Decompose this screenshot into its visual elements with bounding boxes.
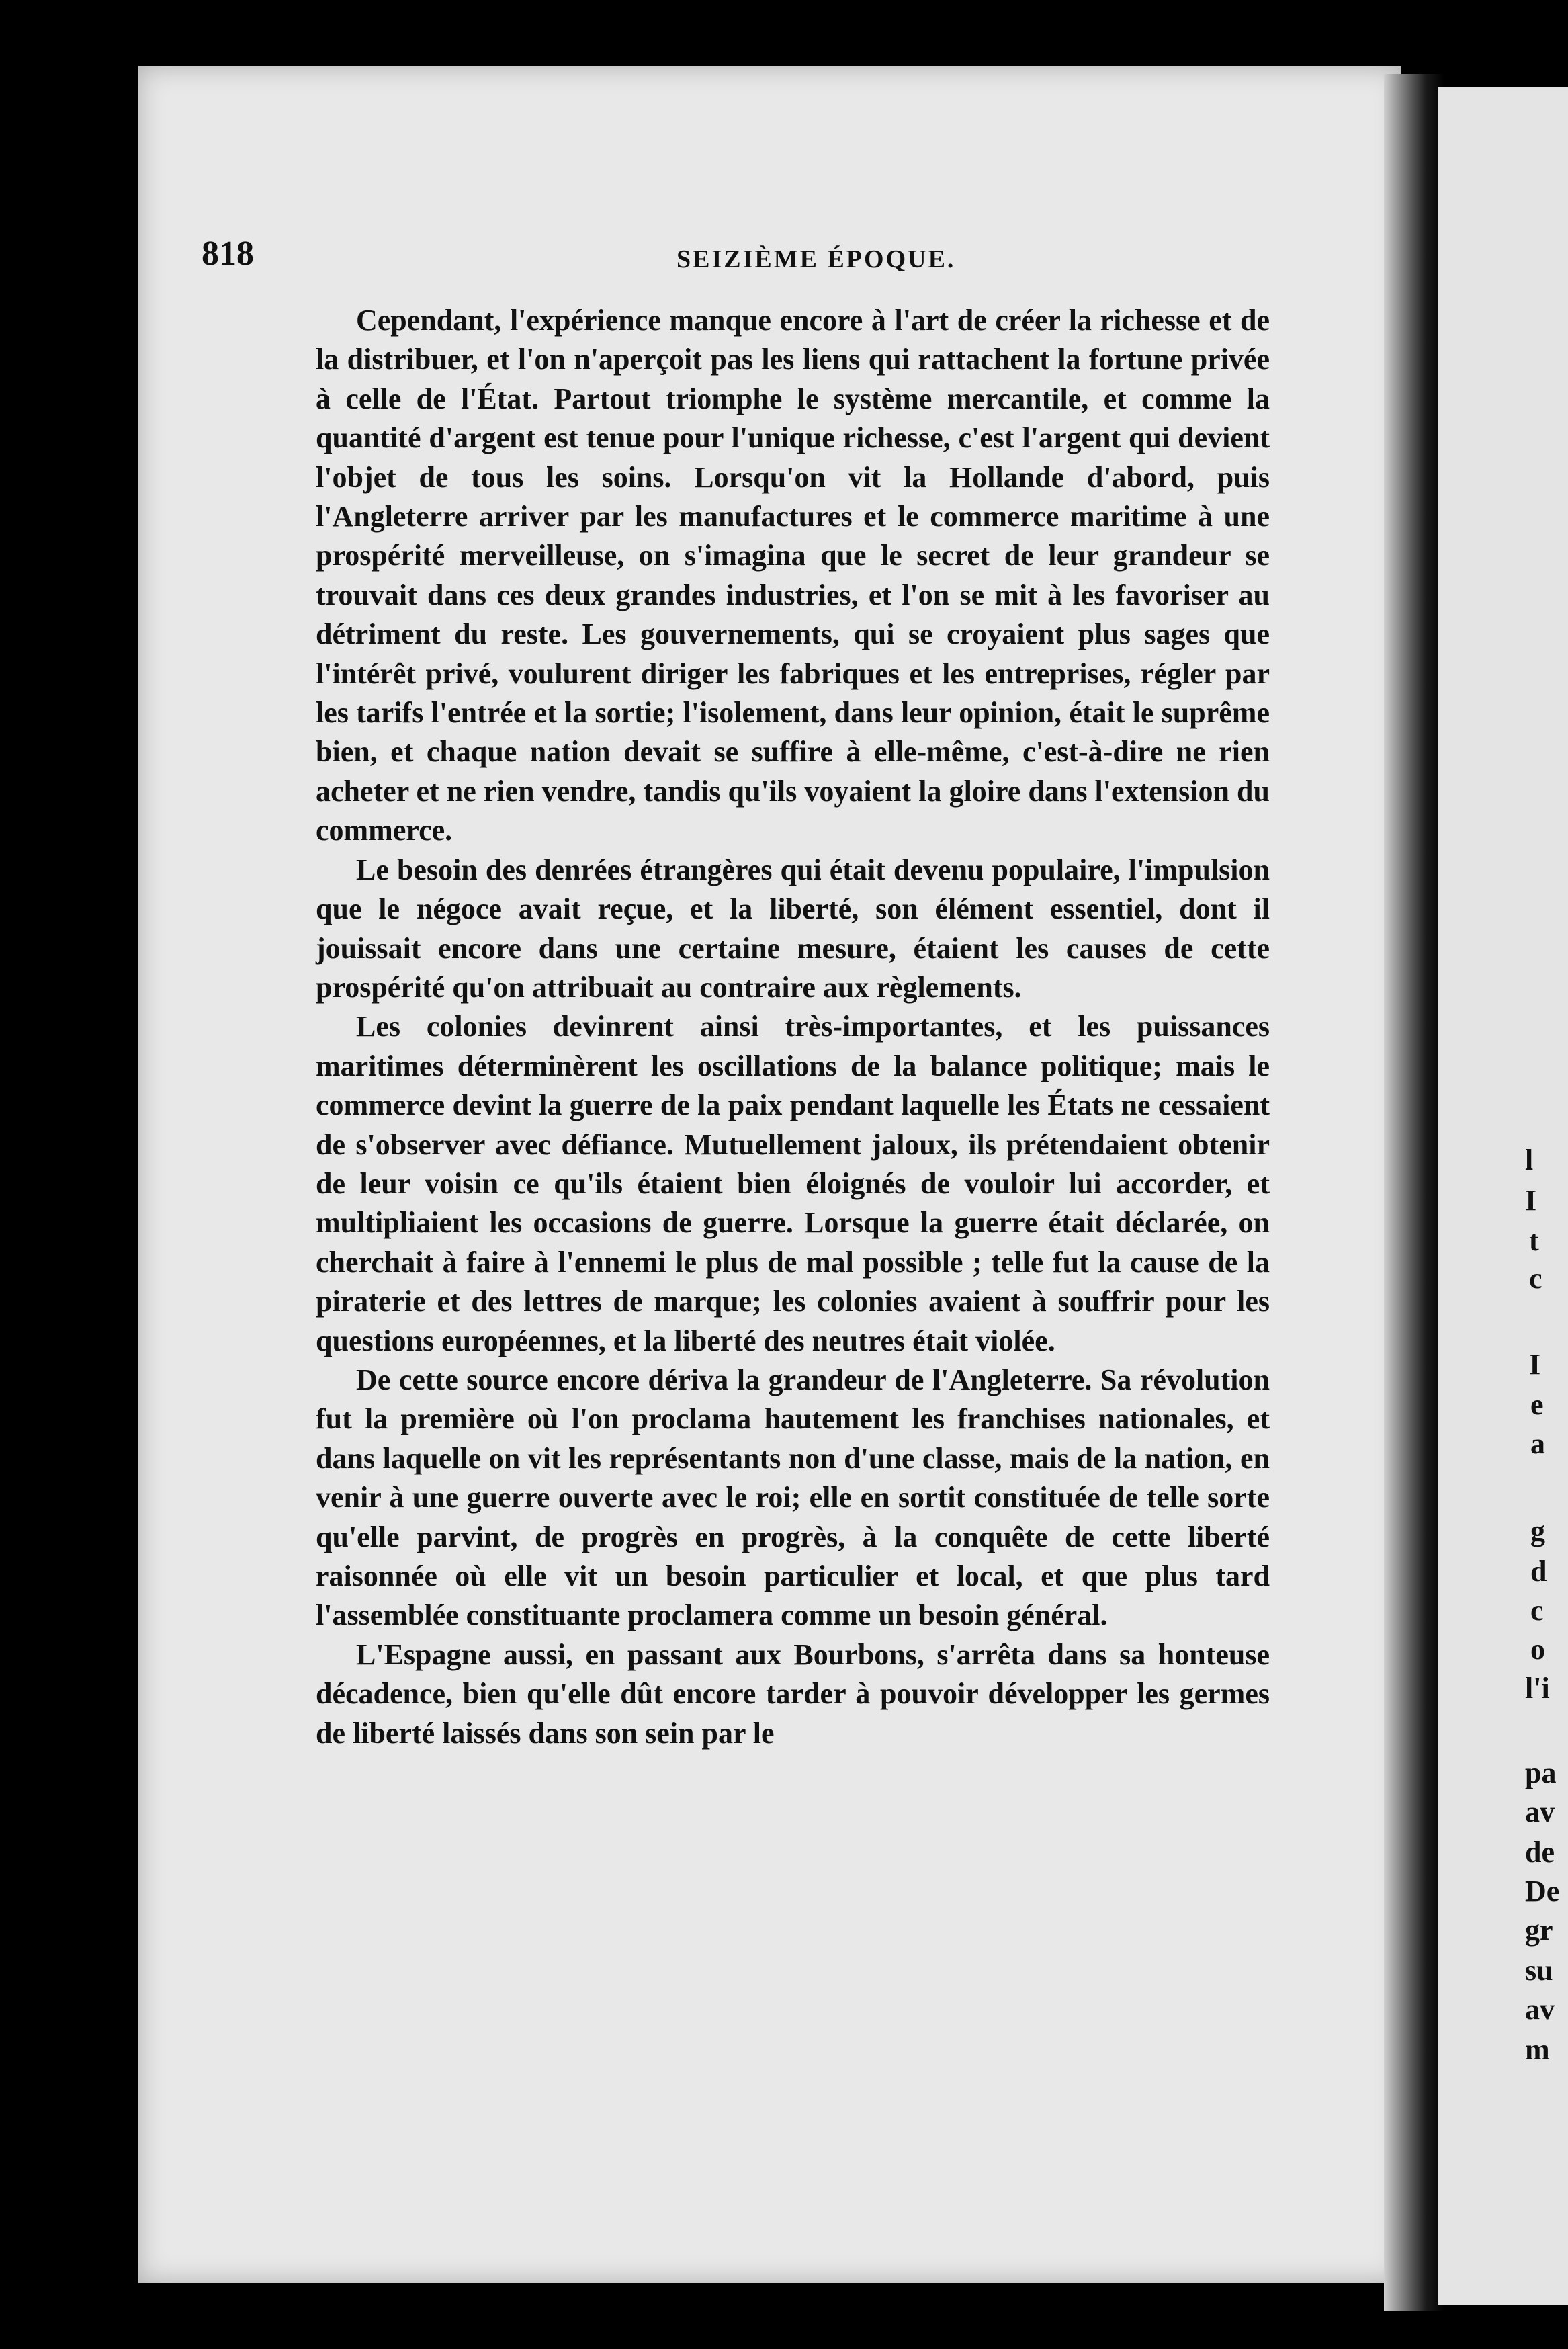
paragraph: De cette source encore dériva la grandeur de l'Angleterre. Sa révolution fut la première où l'on proclama hautement les franchises nationales, et dans laquelle on vit les représentants non d'une classe, mais de la nation, en venir à une guerre ouverte avec le roi; elle en sortit constituée de telle sorte qu'elle parvint, de progrès en progrès, à la conquête de cette liberté raisonnée où elle vit un besoin particulier et local, et que plus tard l'assemblée constituante proclamera comme un besoin général. (316, 1363, 1270, 1632)
main-text (316, 301, 1270, 1753)
facing-fragment: pa (1525, 1756, 1557, 1789)
paragraph: Le besoin des denrées étrangères qui était devenu populaire, l'impulsion que le négoce avait reçue, et la liberté, son élément essentiel, dont il jouissait encore dans une certaine mesure, étaient les causes de cette prospérité qu'on attribuait au contraire aux règlements. (316, 853, 1270, 1004)
facing-fragment: I (1525, 1184, 1537, 1217)
facing-fragment: I (1529, 1348, 1541, 1381)
facing-fragment: de (1525, 1836, 1555, 1869)
facing-fragment: av (1525, 1795, 1555, 1828)
facing-fragment: l'i (1525, 1672, 1550, 1705)
facing-fragment: De (1525, 1875, 1560, 1908)
facing-fragment: su (1525, 1954, 1553, 1987)
facing-fragment: av (1525, 1993, 1555, 2026)
facing-fragment: t (1529, 1224, 1539, 1257)
facing-fragment: e (1530, 1388, 1544, 1421)
facing-fragment: d (1530, 1555, 1547, 1588)
facing-fragment: o (1530, 1633, 1545, 1666)
paragraph: Cependant, l'expérience manque encore à l'art de créer la richesse et de la distribuer, et l'on n'aperçoit pas les liens qui rattachent la fortune privée à celle de l'État. Partout triomphe le système mercantile, et comme la quantité d'argent est tenue pour l'unique richesse, c'est l'argent qui devient l'objet de tous les soins. Lorsqu'on vit la Hollande d'abord, puis l'Angleterre arriver par les manufactures et le commerce maritime à une prospérité merveilleuse, on s'imagina que le secret de leur grandeur se trouvait dans ces deux grandes industries, et l'on se mit à les favoriser au détriment du reste. Les gouvernements, qui se croyaient plus sages que l'intérêt privé, voulurent diriger les fabriques et les entreprises, régler par les tarifs l'entrée et la sortie; l'isolement, dans leur opinion, était le suprême bien, et chaque nation devait se suffire à elle-même, c'est-à-dire ne rien acheter et ne rien vendre, tandis qu'ils voyaient la gloire dans l'extension du commerce. (316, 304, 1270, 847)
facing-fragment: l (1525, 1144, 1534, 1177)
page-gutter (1384, 74, 1444, 2311)
page-header (202, 234, 1276, 288)
running-title: SEIZIÈME ÉPOQUE. (677, 245, 956, 273)
facing-fragment: c (1529, 1262, 1542, 1295)
page-number: 818 (202, 234, 254, 273)
facing-fragment: gr (1525, 1914, 1553, 1947)
facing-fragment: c (1530, 1594, 1544, 1627)
facing-fragment: g (1530, 1514, 1545, 1547)
facing-page (1438, 87, 1568, 2305)
paragraph: Les colonies devinrent ainsi très-importantes, et les puissances maritimes déterminèrent les oscillations de la balance politique; mais le commerce devint la guerre de la paix pendant laquelle les États ne cessaient de s'observer avec défiance. Mutuellement jaloux, ils prétendaient obtenir de leur voisin ce qu'ils étaient bien éloignés de vouloir lui accorder, et multipliaient les occasions de guerre. Lorsque la guerre était déclarée, on cherchait à faire à l'ennemi le plus de mal possible ; telle fut la cause de la piraterie et des lettres de marque; les colonies avaient à souffrir pour les questions européennes, et la liberté des neutres était violée. (316, 1010, 1270, 1357)
facing-fragment: m (1525, 2033, 1550, 2066)
paragraph: L'Espagne aussi, en passant aux Bourbons, s'arrêta dans sa honteuse décadence, bien qu'elle dût encore tarder à pouvoir développer les germes de liberté laissés dans son sein par le (316, 1637, 1270, 1750)
facing-fragment: a (1530, 1427, 1545, 1460)
